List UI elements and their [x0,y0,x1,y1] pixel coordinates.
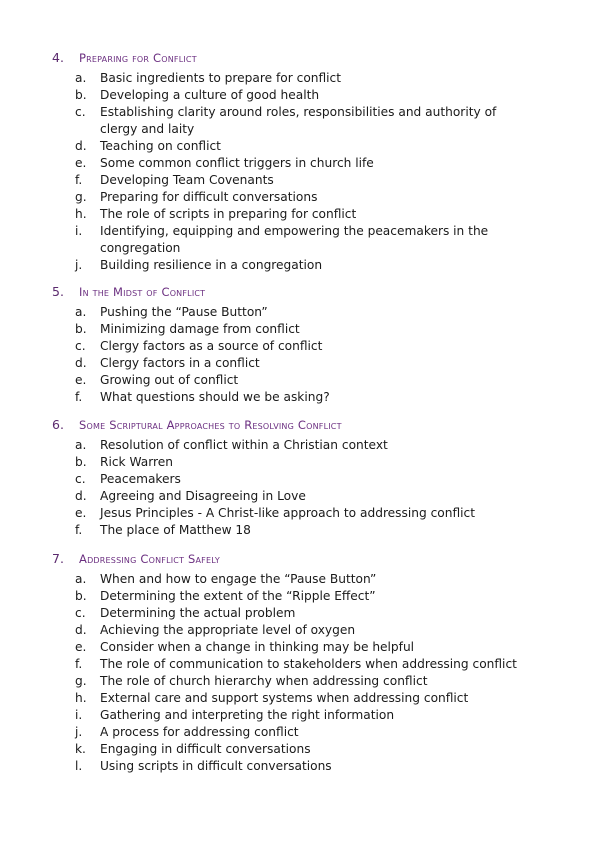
item-letter: a. [75,71,87,85]
item-text: Resolution of conflict within a Christian context [100,438,388,452]
item-letter: i. [75,708,83,722]
item-text: Preparing for difficult conversations [100,190,318,204]
section-item-list [52,70,552,274]
list-item [52,471,552,488]
item-text: Clergy factors as a source of conflict [100,339,323,353]
item-letter: d. [75,139,87,153]
list-item [52,389,552,406]
list-item [52,437,552,454]
item-text: Clergy factors in a conflict [100,356,260,370]
item-letter: b. [75,455,87,469]
item-letter: e. [75,373,87,387]
list-item [52,690,552,707]
list-item [52,206,552,223]
list-item [52,571,552,588]
list-item [52,321,552,338]
section-header [52,284,552,302]
item-letter: j. [75,258,83,272]
item-text: Determining the extent of the “Ripple Effect” [100,589,376,603]
item-text: Jesus Principles - A Christ-like approach to addressing conflict [100,506,476,520]
item-letter: a. [75,572,87,586]
item-letter: g. [75,190,87,204]
item-letter: f. [75,657,83,671]
item-letter: b. [75,88,87,102]
list-item [52,656,552,673]
list-item [52,622,552,639]
item-letter: a. [75,438,87,452]
section-number: 5. [52,284,64,299]
list-item [52,741,552,758]
list-item [52,372,552,389]
item-letter: b. [75,589,87,603]
item-text: Pushing the “Pause Button” [100,305,268,319]
list-item [52,673,552,690]
item-letter: f. [75,390,83,404]
item-letter: c. [75,606,86,620]
item-text: Identifying, equipping and empowering the peacemakers in the congregation [100,224,489,255]
section-title: In the Midst of Conflict [79,285,206,299]
section-number: 6. [52,417,64,432]
section-item-list [52,571,552,775]
list-item [52,724,552,741]
list-item [52,138,552,155]
item-text: The role of communication to stakeholders when addressing conflict [100,657,517,671]
section-number: 7. [52,551,64,566]
item-letter: c. [75,105,86,119]
item-letter: l. [75,759,83,773]
list-item [52,189,552,206]
item-letter: f. [75,173,83,187]
list-item [52,758,552,775]
item-letter: e. [75,156,87,170]
list-item [52,707,552,724]
item-text: What questions should we be asking? [100,390,330,404]
item-letter: d. [75,489,87,503]
section-in-the-midst-of-conflict [52,284,552,406]
section-header [52,417,552,435]
item-text: Developing a culture of good health [100,88,320,102]
item-text: Rick Warren [100,455,173,469]
section-header [52,50,552,68]
item-text: The place of Matthew 18 [100,523,251,537]
item-text: Developing Team Covenants [100,173,274,187]
item-text: Some common conflict triggers in church life [100,156,374,170]
list-item [52,104,552,138]
item-text: Teaching on conflict [100,139,221,153]
section-title: Addressing Conflict Safely [79,552,220,566]
section-scriptural-approaches [52,417,552,539]
item-text: A process for addressing conflict [100,725,299,739]
section-item-list [52,304,552,406]
item-letter: c. [75,472,86,486]
list-item [52,223,552,257]
list-item [52,155,552,172]
section-title: Some Scriptural Approaches to Resolving Conflict [79,418,342,432]
list-item [52,304,552,321]
list-item [52,70,552,87]
list-item [52,605,552,622]
item-text: Determining the actual problem [100,606,296,620]
item-letter: g. [75,674,87,688]
section-addressing-conflict-safely [52,551,552,775]
item-text: Gathering and interpreting the right information [100,708,395,722]
item-letter: e. [75,640,87,654]
item-letter: f. [75,523,83,537]
item-text: Engaging in difficult conversations [100,742,311,756]
item-letter: j. [75,725,83,739]
item-text: Using scripts in difficult conversations [100,759,332,773]
item-text: Establishing clarity around roles, responsibilities and authority of clergy and laity [100,105,497,136]
section-title: Preparing for Conflict [79,51,197,65]
list-item [52,505,552,522]
list-item [52,87,552,104]
list-item [52,488,552,505]
item-text: Achieving the appropriate level of oxygen [100,623,356,637]
item-letter: e. [75,506,87,520]
item-text: Consider when a change in thinking may be helpful [100,640,415,654]
item-text: Basic ingredients to prepare for conflict [100,71,342,85]
item-text: Agreeing and Disagreeing in Love [100,489,306,503]
item-letter: b. [75,322,87,336]
section-item-list [52,437,552,539]
list-item [52,522,552,539]
list-item [52,454,552,471]
list-item [52,338,552,355]
item-letter: d. [75,356,87,370]
item-text: Minimizing damage from conflict [100,322,300,336]
item-letter: d. [75,623,87,637]
item-text: External care and support systems when addressing conflict [100,691,469,705]
item-letter: c. [75,339,86,353]
list-item [52,355,552,372]
item-text: Peacemakers [100,472,181,486]
item-text: The role of scripts in preparing for conflict [100,207,357,221]
item-text: Building resilience in a congregation [100,258,323,272]
item-text: Growing out of conflict [100,373,239,387]
item-text: The role of church hierarchy when addressing conflict [100,674,428,688]
section-preparing-for-conflict [52,50,552,274]
item-letter: k. [75,742,86,756]
item-letter: h. [75,691,87,705]
list-item [52,588,552,605]
item-text: When and how to engage the “Pause Button” [100,572,377,586]
item-letter: h. [75,207,87,221]
item-letter: a. [75,305,87,319]
section-header [52,551,552,569]
list-item [52,172,552,189]
section-number: 4. [52,50,64,65]
list-item [52,257,552,274]
list-item [52,639,552,656]
item-letter: i. [75,224,83,238]
